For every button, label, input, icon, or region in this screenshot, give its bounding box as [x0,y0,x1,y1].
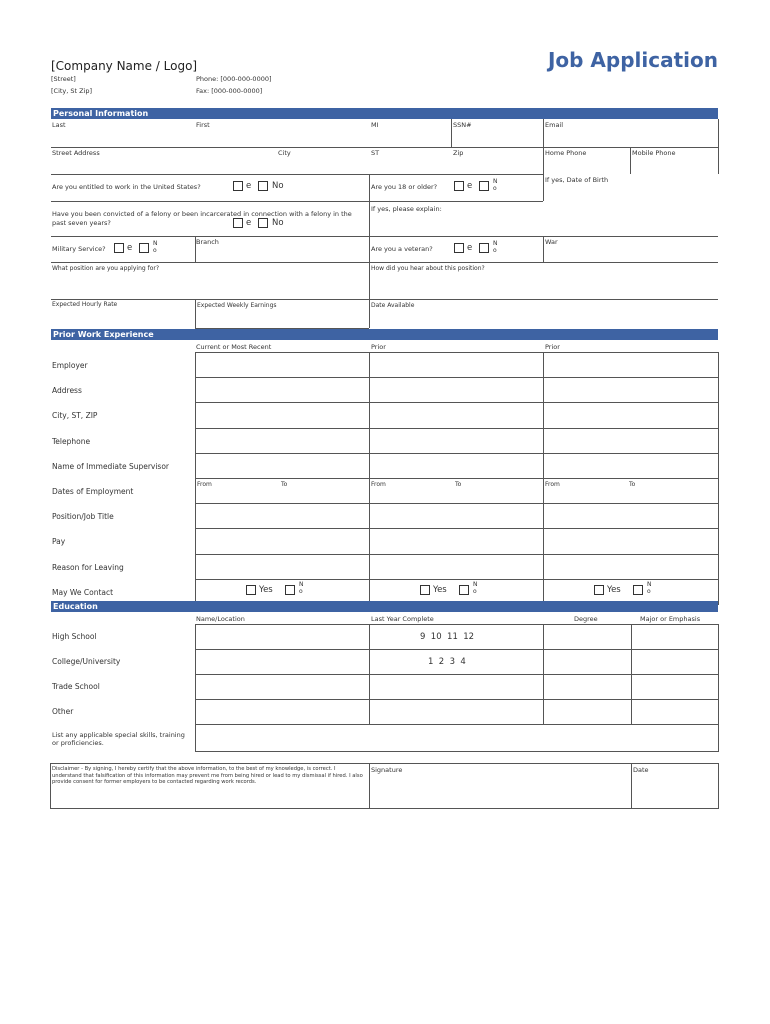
war-label: War [545,238,558,246]
first-name-field[interactable] [195,119,370,147]
disclaimer-text: Disclaimer - By signing, I hereby certify that the above information, to the best of my knowledge, is correct. I understand that falsification of this information may prevent me from being hired or lead to my dismissal if hired. I also provide consent for former employers to be contacted regarding work records. [52,766,363,785]
work-cell[interactable] [543,428,719,454]
name-location-column-header: Name/Location [196,615,245,623]
work-cell[interactable] [369,402,544,428]
work-cell[interactable] [195,503,370,529]
degree-column-header: Degree [574,615,598,623]
skills-field[interactable] [195,724,719,752]
education-cell[interactable] [631,624,719,650]
email-field[interactable] [543,119,718,147]
education-cell[interactable] [195,699,370,725]
work-section-header: Prior Work Experience [51,329,718,340]
work-cell[interactable] [543,352,719,378]
work-cell[interactable] [543,402,719,428]
work-cell[interactable] [369,377,544,403]
work-cell[interactable] [543,453,719,479]
zip-label: Zip [453,149,464,157]
work-cell[interactable] [369,528,544,554]
to-label: To [629,481,636,488]
street-address-field[interactable] [51,147,277,174]
education-cell[interactable] [543,699,632,725]
education-row-label: Trade School [52,682,100,691]
no-label: N o [153,240,158,254]
work-cell[interactable] [543,503,719,529]
education-cell[interactable] [543,624,632,650]
company-phone: Phone: [000-000-0000] [196,75,272,83]
work-eligibility-yes-checkbox[interactable] [233,181,243,191]
last-name-label: Last [52,121,66,129]
state-label: ST [371,149,380,157]
mi-field[interactable] [370,119,451,147]
veteran-label: Are you a veteran? [371,245,433,253]
work-row-label: Position/Job Title [52,512,114,522]
work-cell[interactable] [369,428,544,454]
explain-field[interactable] [369,201,718,236]
yes-label: e [127,243,133,253]
age-18-no-checkbox[interactable] [479,181,489,191]
education-cell[interactable] [369,674,544,700]
city-field[interactable] [277,147,370,174]
no-label: N o [493,178,498,192]
felony-yes-checkbox[interactable] [233,218,243,228]
no-label: N o [473,580,478,595]
dob-field[interactable] [543,174,718,201]
work-row-label: Reason for Leaving [52,562,124,572]
divider [51,174,543,175]
position-label: What position are you applying for? [52,265,160,272]
yes-label: Yes [607,584,621,595]
work-row-label: Telephone [52,436,91,446]
divider [369,174,370,201]
current-employer-column-header: Current or Most Recent [196,343,272,351]
work-cell[interactable] [369,453,544,479]
contact-no-checkbox[interactable] [633,585,643,595]
felony-no-checkbox[interactable] [258,218,268,228]
work-cell[interactable] [195,554,370,580]
prior-employer-2-column-header: Prior [545,343,560,351]
work-eligibility-no-checkbox[interactable] [258,181,268,191]
no-label: N o [493,240,498,254]
date-available-field[interactable] [369,299,718,328]
branch-field[interactable] [195,236,369,262]
first-name-label: First [196,121,210,129]
education-section-header: Education [51,601,718,612]
prior-employer-column-header: Prior [371,343,386,351]
work-row-label: City, ST, ZIP [52,411,98,421]
education-row-label: High School [52,632,97,641]
work-cell[interactable] [195,352,370,378]
veteran-yes-checkbox[interactable] [454,243,464,253]
company-name: [Company Name / Logo] [51,59,198,73]
hourly-rate-field[interactable] [51,299,195,328]
street-address-label: Street Address [52,149,100,157]
education-cell[interactable] [195,624,370,650]
divider [369,236,370,262]
high-school-years: 9 10 11 12 [420,632,475,642]
weekly-earnings-label: Expected Weekly Earnings [197,302,277,309]
mobile-phone-field[interactable] [630,147,718,174]
work-cell[interactable] [195,428,370,454]
personal-section-header: Personal Information [51,108,718,119]
page-title: Job Application [547,48,718,72]
company-street: [Street] [51,75,76,83]
work-cell[interactable] [195,377,370,403]
education-cell[interactable] [195,649,370,675]
work-row-label: Pay [52,537,66,547]
last-year-column-header: Last Year Complete [371,615,434,623]
email-label: Email [545,121,564,129]
education-cell[interactable] [543,649,632,675]
contact-no-checkbox[interactable] [285,585,295,595]
felony-label: Have you been convicted of a felony or been incarcerated in connection with a felony in the past seven years? [52,210,352,227]
work-cell[interactable] [369,503,544,529]
position-field[interactable] [51,262,369,299]
yes-label: e [467,243,473,253]
date-available-label: Date Available [371,302,415,309]
education-cell[interactable] [631,674,719,700]
contact-yes-checkbox[interactable] [246,585,256,595]
dob-label: If yes, Date of Birth [545,176,609,184]
home-phone-field[interactable] [543,147,630,174]
work-cell[interactable] [369,554,544,580]
from-label: From [545,481,560,488]
weekly-earnings-field[interactable] [195,299,369,328]
yes-label: e [467,181,473,191]
work-eligibility-label: Are you entitled to work in the United States? [52,183,201,191]
college-years: 1 2 3 4 [428,657,466,667]
education-cell[interactable] [631,649,719,675]
mobile-phone-label: Mobile Phone [632,149,676,157]
city-label: City [278,149,291,157]
contact-yes-checkbox[interactable] [594,585,604,595]
age-18-yes-checkbox[interactable] [454,181,464,191]
work-cell[interactable] [195,402,370,428]
yes-label: Yes [259,584,273,595]
divider [718,147,719,174]
signature-field[interactable] [369,763,632,809]
age-18-label: Are you 18 or older? [371,183,438,191]
military-no-checkbox[interactable] [139,243,149,253]
education-row-label: Other [52,707,74,716]
yes-label: e [246,181,252,191]
work-cell[interactable] [195,528,370,554]
zip-field[interactable] [451,147,543,174]
work-row-label: Dates of Employment [52,487,134,496]
hear-about-label: How did you hear about this position? [371,265,485,272]
education-row-label: College/University [52,657,121,666]
mi-label: MI [371,121,379,129]
hear-about-field[interactable] [369,262,718,299]
military-yes-checkbox[interactable] [114,243,124,253]
no-label: N o [647,580,652,595]
yes-label: e [246,218,252,228]
from-label: From [371,481,386,488]
education-cell[interactable] [369,699,544,725]
major-column-header: Major or Emphasis [640,615,701,623]
to-label: To [281,481,288,488]
veteran-no-checkbox[interactable] [479,243,489,253]
work-row-label: May We Contact [52,587,114,597]
last-name-field[interactable] [51,119,195,147]
work-cell[interactable] [369,352,544,378]
yes-label: Yes [433,584,447,595]
no-label: No [272,181,284,191]
from-label: From [197,481,212,488]
home-phone-label: Home Phone [545,149,587,157]
no-label: N o [299,580,304,595]
skills-label: List any applicable special skills, training or proficiencies. [52,731,185,747]
education-cell[interactable] [543,674,632,700]
education-cell[interactable] [195,674,370,700]
branch-label: Branch [196,238,219,246]
work-row-label: Address [52,386,82,396]
divider [718,119,719,147]
state-field[interactable] [370,147,451,174]
war-field[interactable] [543,236,718,262]
date-label: Date [633,766,649,774]
contact-yes-checkbox[interactable] [420,585,430,595]
work-row-label: Name of Immediate Supervisor [52,461,170,471]
work-row-label: Employer [52,361,88,370]
ssn-field[interactable] [451,119,543,147]
education-cell[interactable] [631,699,719,725]
explain-label: If yes, please explain: [371,205,442,213]
hourly-rate-label: Expected Hourly Rate [52,301,118,308]
work-cell[interactable] [195,453,370,479]
military-label: Military Service? [52,245,106,253]
company-city: [City, St Zip] [51,87,93,95]
work-cell[interactable] [543,528,719,554]
signature-label: Signature [371,766,403,774]
company-fax: Fax: [000-000-0000] [196,87,263,95]
work-cell[interactable] [543,554,719,580]
to-label: To [455,481,462,488]
contact-no-checkbox[interactable] [459,585,469,595]
ssn-label: SSN# [453,121,472,129]
work-cell[interactable] [543,377,719,403]
no-label: No [272,218,284,228]
